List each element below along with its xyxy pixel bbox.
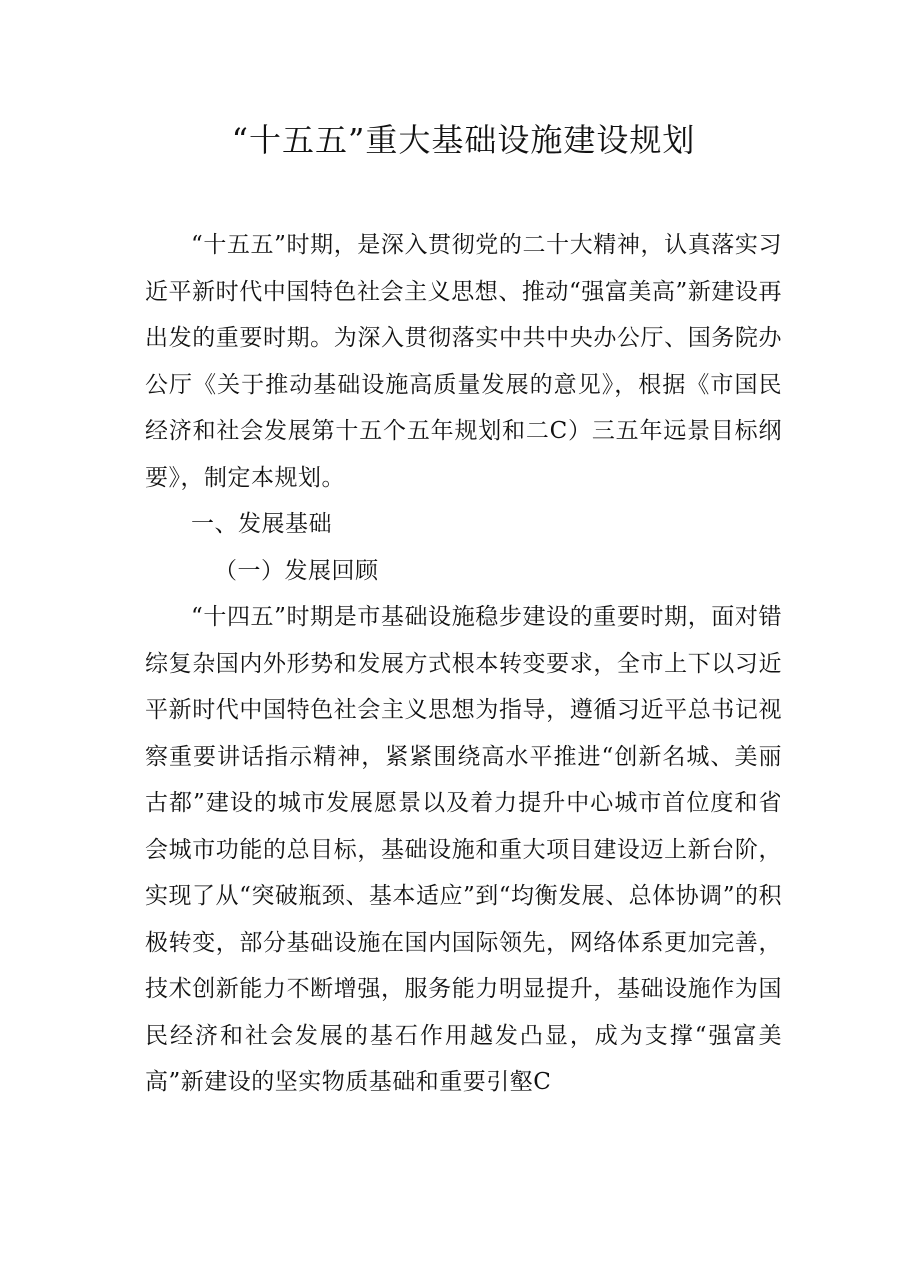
section-heading-development-basis: 一、发展基础 xyxy=(191,511,332,537)
document-title: “十五五”重大基础设施建设规划 xyxy=(231,121,696,159)
review-paragraph: “十四五”时期是市基础设施稳步建设的重要时期，面对错综复杂国内外形势和发展方式根本转变要求，全市上下以习近平新时代中国特色社会主义思想为指导，遵循习近平总书记视察重要讲话指示精神，紧紧围绕高水平推进“创新名城、美丽古都”建设的城市发展愿景以及着力提升中心城市首位度和省会城市功能的总目标，基础设施和重大项目建设迈上新台阶，实现了从“突破瓶颈、基本适应”到“均衡发展、总体协调”的积极转变，部分基础设施在国内国际领先，网络体系更加完善，技术创新能力不断增强，服务能力明显提升，基础设施作为国民经济和社会发展的基石作用越发凸显，成为支撑“强富美高”新建设的坚实物质基础和重要引壑C xyxy=(145,604,782,1095)
subsection-heading-development-review: （一）发展回顾 xyxy=(214,557,379,584)
intro-paragraph: “十五五”时期，是深入贯彻党的二十大精神，认真落实习近平新时代中国特色社会主义思想、推动“强富美高”新建设再出发的重要时期。为深入贯彻落实中共中央办公厅、国务院办公厅《关于推动基础设施高质量发展的意见》，根据《市国民经济和社会发展第十五个五年规划和二C）三五年远景目标纲要》，制定本规划。 xyxy=(145,232,782,491)
